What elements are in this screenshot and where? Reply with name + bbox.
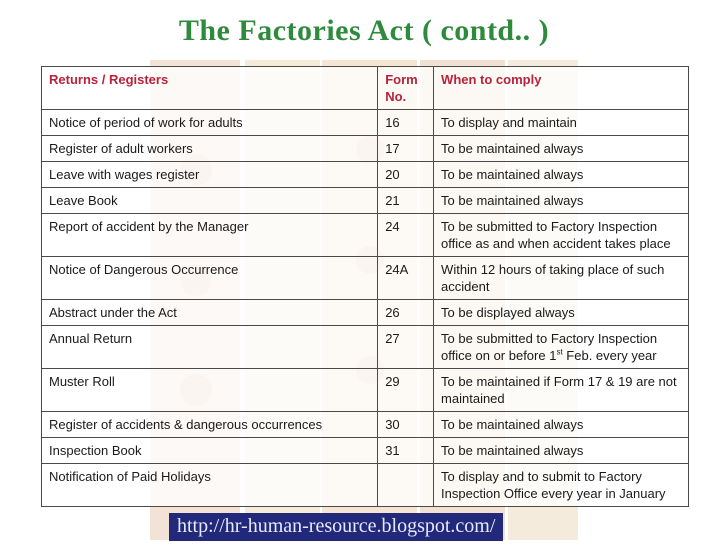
register-cell: Abstract under the Act — [42, 300, 378, 326]
table-row — [42, 136, 689, 162]
form-no-cell: 27 — [378, 326, 434, 369]
table-row — [42, 257, 689, 300]
register-cell: Register of adult workers — [42, 136, 378, 162]
blog-url-link[interactable]: http://hr-human-resource.blogspot.com/ — [169, 513, 503, 541]
comply-cell: To be submitted to Factory Inspection office as and when accident takes place — [434, 214, 689, 257]
register-cell: Register of accidents & dangerous occurrences — [42, 412, 378, 438]
form-no-cell: 26 — [378, 300, 434, 326]
comply-cell: To be maintained always — [434, 162, 689, 188]
comply-cell: To be maintained if Form 17 & 19 are not maintained — [434, 369, 689, 412]
form-no-cell: 31 — [378, 438, 434, 464]
register-cell: Leave with wages register — [42, 162, 378, 188]
register-cell: Notice of period of work for adults — [42, 110, 378, 136]
comply-text: To be submitted to Factory Inspection office on or before 1 — [441, 331, 658, 363]
form-no-cell: 21 — [378, 188, 434, 214]
table-row — [42, 412, 689, 438]
table-row — [42, 438, 689, 464]
column-header-registers: Returns / Registers — [42, 67, 378, 110]
table-row — [42, 464, 689, 507]
comply-cell: To be displayed always — [434, 300, 689, 326]
column-header-form-no: Form No. — [378, 67, 434, 110]
comply-cell: To be maintained always — [434, 412, 689, 438]
table-row — [42, 214, 689, 257]
comply-cell: To be maintained always — [434, 136, 689, 162]
form-no-cell: 29 — [378, 369, 434, 412]
form-no-cell: 24 — [378, 214, 434, 257]
form-no-cell: 17 — [378, 136, 434, 162]
comply-cell: To be maintained always — [434, 188, 689, 214]
ordinal-suffix: st — [556, 347, 563, 357]
form-no-cell: 20 — [378, 162, 434, 188]
table-row — [42, 110, 689, 136]
comply-text: Feb. every year — [562, 348, 657, 363]
comply-cell: Within 12 hours of taking place of such accident — [434, 257, 689, 300]
table-row — [42, 326, 689, 369]
table-row — [42, 188, 689, 214]
table-header-row — [42, 67, 689, 110]
comply-cell: To be maintained always — [434, 438, 689, 464]
column-header-when-to-comply: When to comply — [434, 67, 689, 110]
form-no-cell: 24A — [378, 257, 434, 300]
comply-cell — [434, 326, 689, 369]
comply-cell: To display and to submit to Factory Inspection Office every year in January — [434, 464, 689, 507]
table-row — [42, 300, 689, 326]
register-cell: Annual Return — [42, 326, 378, 369]
register-cell: Report of accident by the Manager — [42, 214, 378, 257]
form-no-cell: 30 — [378, 412, 434, 438]
register-cell: Notice of Dangerous Occurrence — [42, 257, 378, 300]
slide-title: The Factories Act ( contd.. ) — [178, 14, 550, 47]
form-no-cell — [378, 464, 434, 507]
register-cell: Muster Roll — [42, 369, 378, 412]
register-cell: Inspection Book — [42, 438, 378, 464]
table-row — [42, 369, 689, 412]
table-row — [42, 162, 689, 188]
comply-cell: To display and maintain — [434, 110, 689, 136]
registers-table — [41, 66, 689, 507]
form-no-cell: 16 — [378, 110, 434, 136]
register-cell: Notification of Paid Holidays — [42, 464, 378, 507]
register-cell: Leave Book — [42, 188, 378, 214]
